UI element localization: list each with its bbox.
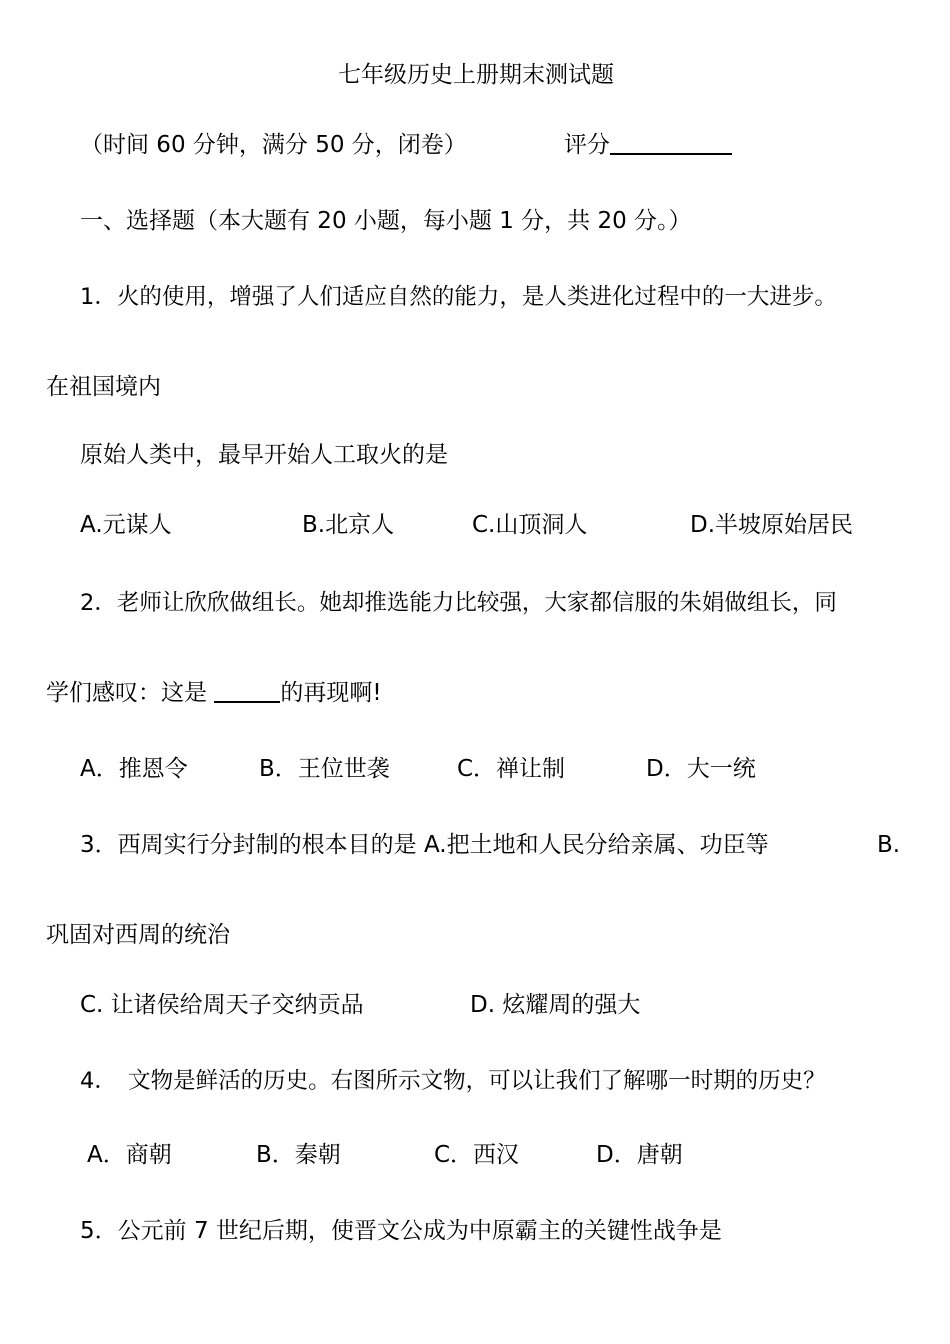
q2-option-b[interactable]: B．王位世袭 xyxy=(259,756,390,782)
q1-option-b[interactable]: B.北京人 xyxy=(302,512,395,538)
q1-line2: 在祖国境内 xyxy=(46,374,161,400)
q2-line2 xyxy=(46,678,382,708)
q4-option-c[interactable]: C．西汉 xyxy=(434,1142,520,1168)
q1-line3: 原始人类中，最早开始人工取火的是 xyxy=(80,442,448,468)
q3-option-c[interactable]: C. 让诸侯给周天子交纳贡品 xyxy=(80,992,364,1018)
score-label: 评分 xyxy=(564,132,610,158)
q3-option-d[interactable]: D. 炫耀周的强大 xyxy=(470,992,641,1018)
q2-line1: 2．老师让欣欣做组长。她却推选能力比较强，大家都信服的朱娟做组长，同 xyxy=(80,590,837,616)
exam-info xyxy=(80,130,467,160)
q4-option-a[interactable]: A．商朝 xyxy=(87,1142,172,1168)
q2-option-a[interactable]: A．推恩令 xyxy=(80,756,188,782)
q4-option-b[interactable]: B．秦朝 xyxy=(256,1142,341,1168)
q1-option-a[interactable]: A.元谋人 xyxy=(80,512,172,538)
q4-option-d[interactable]: D．唐朝 xyxy=(596,1142,683,1168)
q3-line2: 巩固对西周的统治 xyxy=(46,922,230,948)
section-heading: 一、选择题（本大题有 20 小题，每小题 1 分，共 20 分。） xyxy=(80,208,692,234)
q2-option-c[interactable]: C．禅让制 xyxy=(457,756,566,782)
q3-line1: 3．西周实行分封制的根本目的是 A.把土地和人民分给亲属、功臣等 xyxy=(80,832,769,858)
q1-option-d[interactable]: D.半坡原始居民 xyxy=(690,512,854,538)
q1-line1: 1．火的使用，增强了人们适应自然的能力，是人类进化过程中的一大进步。 xyxy=(80,284,837,310)
q2-line2-before: 学们感叹：这是 xyxy=(46,680,207,706)
exam-info-text: （时间 60 分钟，满分 50 分，闭卷） xyxy=(80,132,467,158)
q5-line1: 5．公元前 7 世纪后期，使晋文公成为中原霸主的关键性战争是 xyxy=(80,1218,722,1244)
score-blank xyxy=(610,152,732,155)
q2-blank xyxy=(214,700,280,703)
q4-line1: 4． 文物是鲜活的历史。右图所示文物，可以让我们了解哪一时期的历史？ xyxy=(80,1068,826,1094)
page-title: 七年级历史上册期末测试题 xyxy=(338,62,614,88)
q1-option-c[interactable]: C.山顶洞人 xyxy=(472,512,588,538)
q2-line2-after: 的再现啊! xyxy=(280,680,382,706)
q3-line1-b: B. xyxy=(877,832,901,858)
score-field xyxy=(564,130,732,160)
q2-option-d[interactable]: D．大一统 xyxy=(646,756,756,782)
